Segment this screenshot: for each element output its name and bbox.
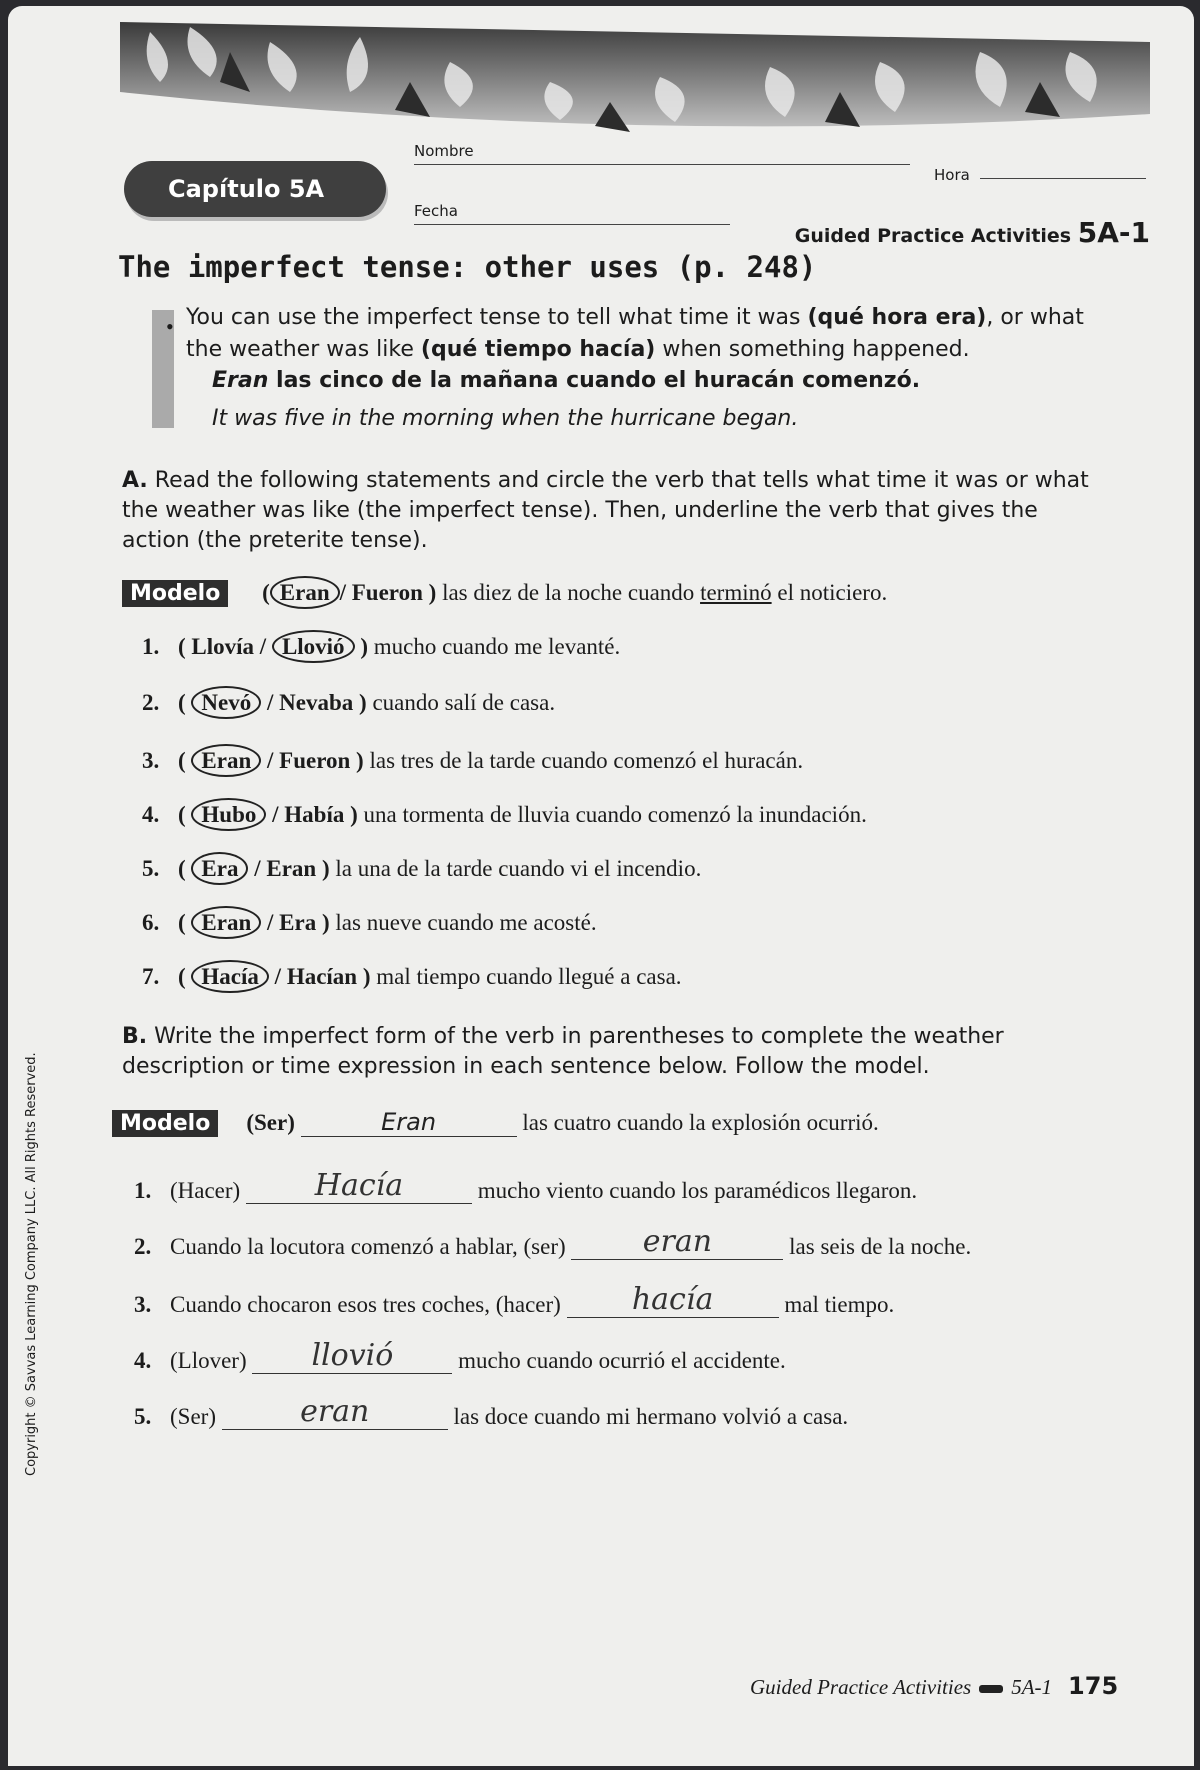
hora-label: Hora <box>934 166 970 184</box>
section-b-item: 3. Cuando chocaron esos tres coches, (hacer) hacía mal tiempo. <box>134 1282 895 1317</box>
section-a-item: 2. ( Nevó / Nevaba ) cuando salí de casa. <box>142 690 555 716</box>
verb-option[interactable]: Hacían <box>286 964 358 989</box>
decorative-banner <box>120 22 1150 140</box>
verb-option[interactable]: Era <box>279 910 317 935</box>
section-a-item: 3. ( Eran / Fueron ) las tres de la tarde cuando comenzó el huracán. <box>142 748 803 774</box>
page-number: 175 <box>1068 1672 1119 1700</box>
verb-option[interactable]: Hacía <box>191 960 269 993</box>
verb-option[interactable]: Eran <box>191 906 261 939</box>
section-a-item: 5. ( Era / Eran ) la una de la tarde cuando vi el incendio. <box>142 856 701 882</box>
page-footer: Guided Practice Activities 5A-1 175 <box>750 1672 1119 1700</box>
section-a-item: 7. ( Hacía / Hacían ) mal tiempo cuando llegué a casa. <box>142 964 682 990</box>
verb-option[interactable]: Nevaba <box>279 690 354 715</box>
section-b-item: 5. (Ser) eran las doce cuando mi hermano volvió a casa. <box>134 1394 849 1429</box>
verb-option[interactable]: Llovió <box>272 630 355 663</box>
section-b-instructions: B. Write the imperfect form of the verb in parentheses to complete the weather description or time expression in each sentence below. Follow the model. <box>122 1024 1004 1079</box>
activity-code: 5A-1 <box>1077 216 1150 249</box>
section-b-item: 1. (Hacer) Hacía mucho viento cuando los paramédicos llegaron. <box>134 1168 918 1203</box>
chapter-badge: Capítulo 5A <box>124 161 386 217</box>
bullet-icon: • <box>166 314 174 339</box>
fecha-field[interactable] <box>414 224 730 225</box>
answer-field[interactable]: eran <box>222 1394 448 1430</box>
nombre-field[interactable] <box>414 164 910 165</box>
page-title: The imperfect tense: other uses (p. 248) <box>118 250 817 284</box>
copyright-notice: Copyright © Savvas Learning Company LLC. All Rights Reserved. <box>24 1052 39 1476</box>
verb-option[interactable]: Nevó <box>191 686 261 719</box>
verb-option[interactable]: Fueron <box>279 748 351 773</box>
section-a-modelo: Modelo ( Eran / Fueron ) las diez de la noche cuando terminó el noticiero. <box>122 580 887 607</box>
section-b-modelo: Modelo (Ser) Eran las cuatro cuando la explosión ocurrió. <box>112 1108 879 1137</box>
fecha-label: Fecha <box>414 202 458 220</box>
answer-field[interactable]: Hacía <box>246 1168 472 1204</box>
section-a-item: 1. ( Llovía / Llovió ) mucho cuando me levanté. <box>142 634 620 660</box>
verb-option[interactable]: Era <box>191 852 248 885</box>
verb-option[interactable]: Eran <box>266 856 317 881</box>
answer-field[interactable]: hacía <box>567 1282 779 1318</box>
answer-field[interactable]: llovió <box>252 1338 452 1374</box>
section-a-instructions: A. Read the following statements and circle the verb that tells what time it was or what the weather was like (the imperfect tense). Then, underline the verb that gives the action (the preterite tense). <box>122 468 1089 553</box>
hora-field[interactable] <box>980 178 1146 179</box>
nombre-label: Nombre <box>414 142 474 160</box>
verb-option[interactable]: Eran <box>191 744 261 777</box>
activity-title: Guided Practice Activities <box>794 225 1072 247</box>
worksheet-page <box>8 6 1194 1766</box>
example-spanish: Eran las cinco de la mañana cuando el huracán comenzó. <box>212 368 921 393</box>
grammar-note: You can use the imperfect tense to tell what time it was (qué hora era), or what the weather was like (qué tiempo hacía) when something happened. <box>186 305 1084 362</box>
section-a-item: 4. ( Hubo / Había ) una tormenta de lluvia cuando comenzó la inundación. <box>142 802 867 828</box>
section-a-item: 6. ( Eran / Era ) las nueve cuando me acosté. <box>142 910 597 936</box>
example-english: It was five in the morning when the hurricane began. <box>212 406 799 431</box>
verb-option[interactable]: Hubo <box>191 798 266 831</box>
verb-option[interactable]: Había <box>284 802 345 827</box>
section-b-item: 2. Cuando la locutora comenzó a hablar, (ser) eran las seis de la noche. <box>134 1224 972 1259</box>
verb-option[interactable]: Llovía <box>191 634 255 659</box>
section-b-item: 4. (Llover) llovió mucho cuando ocurrió el accidente. <box>134 1338 786 1373</box>
answer-field[interactable]: eran <box>571 1224 783 1260</box>
activity-header <box>795 216 1150 249</box>
